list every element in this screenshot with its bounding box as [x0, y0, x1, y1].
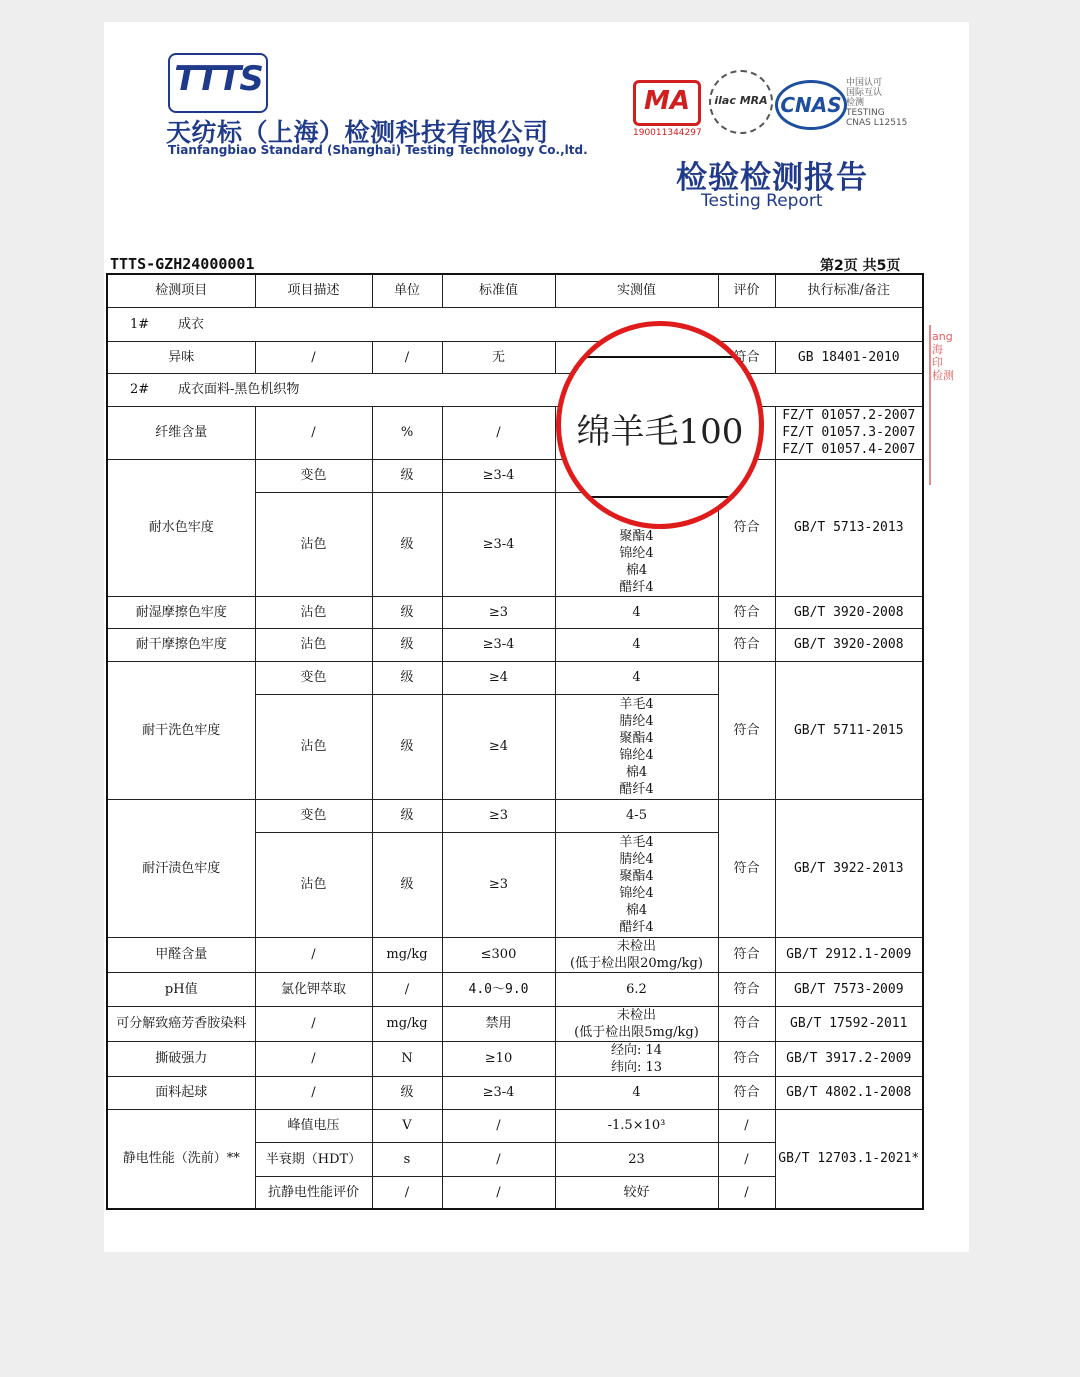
magnifier-line-bottom — [561, 496, 759, 498]
item-cell: 耐水色牢度 — [107, 459, 255, 596]
desc-cell: / — [255, 937, 372, 972]
section-row — [107, 373, 923, 406]
value-line: (低于检出限5mg/kg) — [574, 1024, 699, 1040]
value-line: 纬向: 13 — [610, 1059, 663, 1075]
eval-cell: 符合 — [718, 972, 775, 1006]
cma-mark — [633, 80, 701, 126]
value-cell — [555, 694, 718, 799]
unit-cell: 级 — [372, 799, 442, 832]
table-row — [107, 1109, 923, 1142]
value-line: 棉4 — [625, 562, 648, 578]
value-line: 锦纶4 — [619, 885, 654, 901]
item-cell: 面料起球 — [107, 1076, 255, 1109]
std-cell: 无 — [442, 341, 555, 373]
table-row — [107, 937, 923, 972]
std-cell: ≥3 — [442, 596, 555, 628]
table-row — [107, 628, 923, 661]
unit-cell: 级 — [372, 596, 442, 628]
value-cell: 4 — [555, 661, 718, 694]
ref-cell: GB/T 7573-2009 — [775, 972, 923, 1006]
eval-cell: 符合 — [718, 1076, 775, 1109]
desc-cell: 峰值电压 — [255, 1109, 372, 1142]
value-line: (低于检出限20mg/kg) — [570, 955, 703, 971]
unit-cell: / — [372, 972, 442, 1006]
report-title-cn: 检验检测报告 — [676, 160, 868, 196]
company-name-en: Tianfangbiao Standard (Shanghai) Testing Technology Co.,ltd. — [168, 143, 588, 157]
eval-cell: / — [718, 1176, 775, 1209]
item-cell: 纤维含量 — [107, 406, 255, 459]
cnas-side-line: TESTING — [846, 108, 885, 118]
ilac-mra-mark — [709, 70, 773, 134]
value-cell — [555, 1006, 718, 1041]
desc-cell: 变色 — [255, 799, 372, 832]
desc-cell: / — [255, 1076, 372, 1109]
std-cell: / — [442, 1176, 555, 1209]
eval-cell: / — [718, 1109, 775, 1142]
value-line: 聚酯4 — [619, 730, 654, 746]
ref-cell: GB/T 5711-2015 — [775, 661, 923, 799]
ref-cell: GB/T 3922-2013 — [775, 799, 923, 937]
std-cell: / — [442, 1109, 555, 1142]
ref-line: FZ/T 01057.3-2007 — [782, 425, 916, 440]
company-name-cn: 天纺标（上海）检测科技有限公司 — [166, 118, 549, 147]
header-cell: 执行标准/备注 — [775, 274, 923, 307]
unit-cell: 级 — [372, 661, 442, 694]
eval-cell: 符合 — [718, 799, 775, 937]
cnas-label: CNAS — [780, 93, 842, 117]
cnas-side-line: 检测 — [846, 98, 865, 108]
value-cell: -1.5×10³ — [555, 1109, 718, 1142]
table-row — [107, 341, 923, 373]
value-cell: 较好 — [555, 1176, 718, 1209]
value-line: 锦纶4 — [619, 545, 654, 561]
value-line: 棉4 — [625, 902, 648, 918]
std-cell: ≥4 — [442, 694, 555, 799]
ref-line: FZ/T 01057.4-2007 — [782, 442, 916, 457]
std-cell: 禁用 — [442, 1006, 555, 1041]
magnifier-line-top — [561, 356, 759, 358]
eval-cell: 符合 — [718, 937, 775, 972]
desc-cell: / — [255, 406, 372, 459]
ref-cell: GB/T 12703.1-2021* — [775, 1109, 923, 1209]
desc-cell: / — [255, 1041, 372, 1076]
value-line: 未检出 — [616, 938, 656, 954]
unit-cell: V — [372, 1109, 442, 1142]
ref-cell — [775, 406, 923, 459]
unit-cell: mg/kg — [372, 937, 442, 972]
value-line: 醋纤4 — [619, 919, 654, 935]
unit-cell: / — [372, 341, 442, 373]
cnas-side-line: 中国认可 — [846, 78, 883, 88]
desc-cell: 变色 — [255, 459, 372, 492]
header-cell: 实测值 — [555, 274, 718, 307]
value-cell: 4-5 — [555, 799, 718, 832]
eval-cell: 符合 — [718, 661, 775, 799]
unit-cell: s — [372, 1142, 442, 1176]
value-line: 羊毛4 — [619, 696, 654, 712]
desc-cell: / — [255, 341, 372, 373]
value-cell — [555, 832, 718, 937]
page-info: 第2页 共5页 — [820, 258, 901, 274]
header-cell: 单位 — [372, 274, 442, 307]
value-line: 经向: 14 — [610, 1042, 663, 1058]
ref-cell: GB/T 4802.1-2008 — [775, 1076, 923, 1109]
section-name: 成衣 — [178, 316, 205, 332]
company-logo — [168, 53, 268, 113]
item-cell: 耐湿摩擦色牢度 — [107, 596, 255, 628]
eval-cell: 符合 — [718, 1006, 775, 1041]
value-cell: 23 — [555, 1142, 718, 1176]
item-cell: 撕破强力 — [107, 1041, 255, 1076]
section-title — [107, 307, 923, 341]
test-results-table — [106, 273, 924, 1210]
unit-cell: % — [372, 406, 442, 459]
desc-cell: 变色 — [255, 661, 372, 694]
magnifier-callout — [556, 321, 764, 529]
unit-cell: 级 — [372, 459, 442, 492]
section-number: 2# — [130, 382, 150, 397]
table-row — [107, 1041, 923, 1076]
item-cell: pH值 — [107, 972, 255, 1006]
std-cell: ≥3-4 — [442, 492, 555, 596]
item-cell: 静电性能（洗前）** — [107, 1109, 255, 1209]
eval-cell: 符合 — [718, 596, 775, 628]
std-cell: ≥3-4 — [442, 1076, 555, 1109]
table-row — [107, 1006, 923, 1041]
desc-cell: 沾色 — [255, 694, 372, 799]
value-cell: 4 — [555, 596, 718, 628]
report-title-en: Testing Report — [701, 191, 823, 211]
std-cell: ≥10 — [442, 1041, 555, 1076]
value-cell: 6.2 — [555, 972, 718, 1006]
std-cell: ≥3-4 — [442, 628, 555, 661]
std-cell: ≥3-4 — [442, 459, 555, 492]
unit-cell: mg/kg — [372, 1006, 442, 1041]
std-cell: 4.0～9.0 — [442, 972, 555, 1006]
std-cell: / — [442, 406, 555, 459]
header-cell: 项目描述 — [255, 274, 372, 307]
ilac-label: ilac MRA — [714, 94, 768, 107]
section-name: 成衣面料-黑色机织物 — [178, 382, 300, 397]
table-row — [107, 972, 923, 1006]
desc-cell: 沾色 — [255, 596, 372, 628]
seal-stamp-text: ang 海 印 检测 — [932, 330, 954, 382]
unit-cell: 级 — [372, 1076, 442, 1109]
ref-cell: GB/T 3920-2008 — [775, 628, 923, 661]
section-row — [107, 307, 923, 341]
logo-text: TTTS — [174, 59, 262, 99]
item-cell: 耐干洗色牢度 — [107, 661, 255, 799]
value-line: 羊毛4 — [619, 834, 654, 850]
unit-cell: 级 — [372, 694, 442, 799]
value-cell: 4 — [555, 628, 718, 661]
cma-number: 190011344297 — [633, 128, 702, 138]
item-cell: 异味 — [107, 341, 255, 373]
item-cell: 可分解致癌芳香胺染料 — [107, 1006, 255, 1041]
desc-cell: 沾色 — [255, 492, 372, 596]
value-line: 锦纶4 — [619, 747, 654, 763]
header-cell: 标准值 — [442, 274, 555, 307]
certification-marks — [633, 70, 908, 140]
std-cell: / — [442, 1142, 555, 1176]
table-row — [107, 406, 923, 459]
item-cell: 耐汗渍色牢度 — [107, 799, 255, 937]
table-header-row — [107, 274, 923, 307]
desc-cell: 半衰期（HDT） — [255, 1142, 372, 1176]
ref-line: FZ/T 01057.2-2007 — [782, 408, 916, 423]
ref-cell: GB 18401-2010 — [775, 341, 923, 373]
value-line: 未检出 — [616, 1007, 656, 1023]
ref-cell: GB/T 3917.2-2009 — [775, 1041, 923, 1076]
unit-cell: N — [372, 1041, 442, 1076]
table-row — [107, 661, 923, 694]
desc-cell: 氯化钾萃取 — [255, 972, 372, 1006]
value-cell — [555, 1041, 718, 1076]
eval-cell: 符合 — [718, 459, 775, 596]
value-line: 聚酯4 — [619, 528, 654, 544]
item-cell: 甲醛含量 — [107, 937, 255, 972]
value-line: 腈纶4 — [619, 851, 654, 867]
document-number: TTTS-GZH24000001 — [110, 255, 255, 273]
std-cell: ≤300 — [442, 937, 555, 972]
std-cell: ≥4 — [442, 661, 555, 694]
cma-label: MA — [644, 86, 690, 116]
ref-cell: GB/T 2912.1-2009 — [775, 937, 923, 972]
table-row — [107, 799, 923, 832]
value-line: 棉4 — [625, 764, 648, 780]
ref-cell: GB/T 3920-2008 — [775, 596, 923, 628]
cnas-mark — [775, 80, 847, 130]
section-number: 1# — [130, 316, 150, 332]
table-row — [107, 459, 923, 492]
value-cell — [555, 937, 718, 972]
ref-cell: GB/T 17592-2011 — [775, 1006, 923, 1041]
header-cell: 检测项目 — [107, 274, 255, 307]
desc-cell: 沾色 — [255, 832, 372, 937]
cnas-side-line: 国际互认 — [846, 88, 883, 98]
desc-cell: 沾色 — [255, 628, 372, 661]
value-line: 腈纶4 — [619, 713, 654, 729]
value-line: 醋纤4 — [619, 781, 654, 797]
item-cell: 耐干摩擦色牢度 — [107, 628, 255, 661]
magnified-fiber-value: 绵羊毛100 — [576, 412, 744, 452]
table-row — [107, 1076, 923, 1109]
desc-cell: 抗静电性能评价 — [255, 1176, 372, 1209]
unit-cell: 级 — [372, 832, 442, 937]
ref-cell: GB/T 5713-2013 — [775, 459, 923, 596]
cnas-side-line: CNAS L12515 — [846, 118, 908, 128]
section-title — [107, 373, 923, 406]
cnas-side-text — [846, 78, 907, 128]
eval-cell: 符合 — [718, 628, 775, 661]
header-cell: 评价 — [718, 274, 775, 307]
value-cell: 4 — [555, 1076, 718, 1109]
eval-cell: 符合 — [718, 1041, 775, 1076]
unit-cell: 级 — [372, 492, 442, 596]
table-row — [107, 596, 923, 628]
std-cell: ≥3 — [442, 799, 555, 832]
eval-cell: / — [718, 1142, 775, 1176]
desc-cell: / — [255, 1006, 372, 1041]
value-line: 聚酯4 — [619, 868, 654, 884]
std-cell: ≥3 — [442, 832, 555, 937]
value-line: 醋纤4 — [619, 579, 654, 595]
unit-cell: / — [372, 1176, 442, 1209]
unit-cell: 级 — [372, 628, 442, 661]
